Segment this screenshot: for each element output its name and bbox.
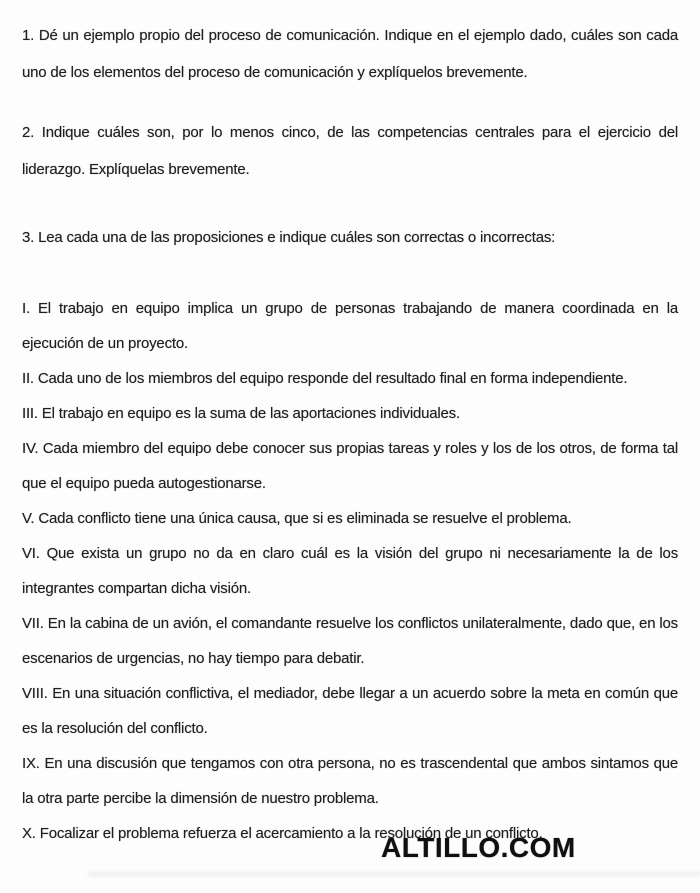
- proposition-vi: VI. Que exista un grupo no da en claro cuál es la visión del grupo ni necesariamente la de los integrantes compartan dicha visión.: [22, 545, 678, 597]
- question-1: 1. Dé un ejemplo propio del proceso de comunicación. Indique en el ejemplo dado, cuáles son cada uno de los elementos del proceso de comunicación y explíquelos brevemente.: [22, 27, 678, 81]
- proposition-viii: VIII. En una situación conflictiva, el mediador, debe llegar a un acuerdo sobre la meta en común que es la resolución del conflicto.: [22, 685, 678, 737]
- proposition-vii: VII. En la cabina de un avión, el comandante resuelve los conflictos unilateralmente, dado que, en los escenarios de urgencias, no hay tiempo para debatir.: [22, 615, 678, 667]
- question-3: 3. Lea cada una de las proposiciones e indique cuáles son correctas o incorrectas:: [22, 229, 556, 246]
- proposition-ix: IX. En una discusión que tengamos con otra persona, no es trascendental que ambos sintamos que la otra parte percibe la dimensión de nuestro problema.: [22, 755, 678, 807]
- proposition-ii: II. Cada uno de los miembros del equipo responde del resultado final en forma independiente.: [22, 370, 628, 387]
- altillo-watermark: ALTILLO.COM: [381, 832, 576, 863]
- proposition-iv: IV. Cada miembro del equipo debe conocer sus propias tareas y roles y los de los otros, de forma tal que el equipo pueda autogestionarse.: [22, 440, 678, 492]
- proposition-i: I. El trabajo en equipo implica un grupo de personas trabajando de manera coordinada en la ejecución de un proyecto.: [22, 300, 678, 352]
- scan-artifact-line: [88, 872, 700, 878]
- proposition-v: V. Cada conflicto tiene una única causa, que si es eliminada se resuelve el problema.: [22, 510, 572, 527]
- proposition-iii: III. El trabajo en equipo es la suma de las aportaciones individuales.: [22, 405, 460, 422]
- proposition-x: X. Focalizar el problema refuerza el acercamiento a la resolución de un conflicto.: [22, 825, 543, 842]
- question-2: 2. Indique cuáles son, por lo menos cinco, de las competencias centrales para el ejercicio del liderazgo. Explíquelas brevemente.: [22, 124, 678, 178]
- propositions-list: [22, 291, 678, 851]
